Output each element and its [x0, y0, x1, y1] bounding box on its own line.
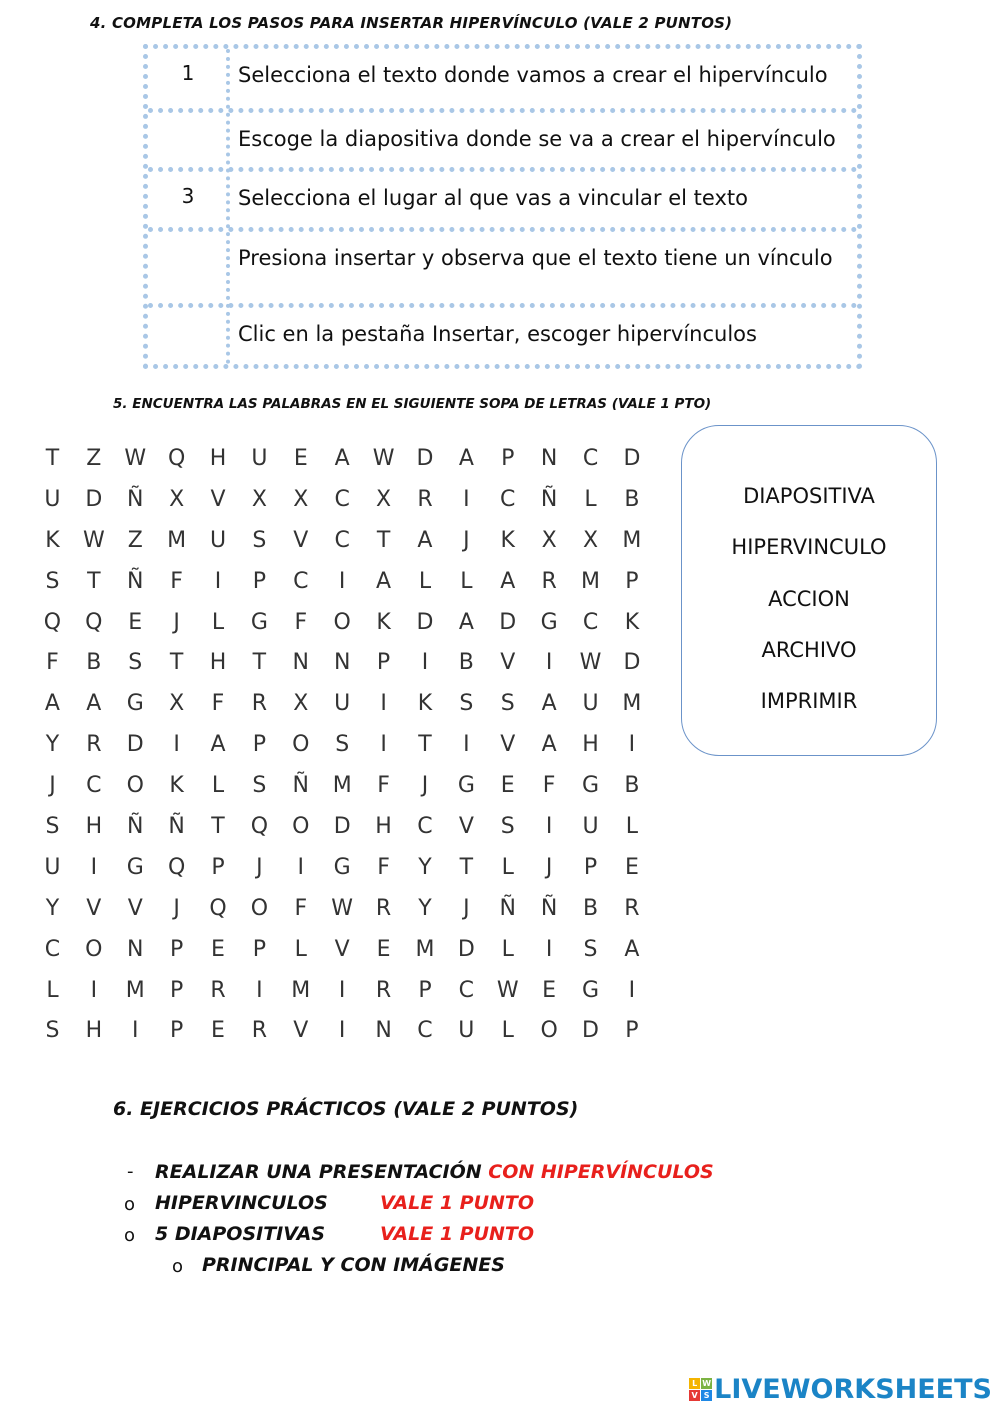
liveworksheets-logo: [689, 1373, 992, 1405]
table-row: [148, 108, 857, 167]
grid-letter[interactable]: H: [209, 445, 227, 471]
grid-letter[interactable]: Ñ: [126, 813, 144, 839]
grid-letter[interactable]: C: [417, 813, 434, 839]
grid-letter[interactable]: T: [252, 650, 267, 676]
grid-letter[interactable]: O: [540, 1018, 559, 1044]
grid-letter[interactable]: T: [211, 813, 226, 839]
word-bank-item: HIPERVINCULO: [731, 535, 887, 559]
word-search-grid[interactable]: [32, 438, 652, 1050]
grid-letter[interactable]: U: [334, 691, 351, 717]
grid-letter[interactable]: E: [211, 1018, 226, 1044]
grid-letter[interactable]: Y: [45, 732, 60, 758]
grid-letter[interactable]: Q: [167, 445, 186, 471]
grid-letter[interactable]: D: [416, 609, 434, 635]
grid-letter[interactable]: J: [49, 773, 57, 799]
grid-letter[interactable]: G: [126, 691, 145, 717]
grid-letter[interactable]: C: [458, 977, 475, 1003]
logo-block: S: [701, 1390, 712, 1401]
grid-letter[interactable]: P: [625, 568, 640, 594]
logo-block: L: [689, 1378, 700, 1389]
word-bank: [681, 425, 937, 756]
grid-letter[interactable]: D: [126, 732, 145, 758]
question-6-title: 6. EJERCICIOS PRÁCTICOS (VALE 2 PUNTOS): [113, 1098, 579, 1120]
grid-letter[interactable]: D: [499, 609, 517, 635]
grid-letter[interactable]: B: [624, 486, 640, 512]
grid-letter[interactable]: J: [463, 895, 471, 921]
grid-letter[interactable]: O: [85, 936, 103, 962]
grid-letter[interactable]: S: [459, 691, 474, 717]
grid-letter[interactable]: W: [82, 527, 106, 553]
step-number-input[interactable]: [148, 113, 228, 167]
grid-letter[interactable]: V: [293, 1018, 309, 1044]
grid-letter[interactable]: Ñ: [499, 895, 517, 921]
grid-letter[interactable]: I: [380, 691, 388, 717]
dash-bullet: -: [127, 1161, 134, 1182]
word-bank-item: ACCION: [768, 587, 850, 611]
grid-letter[interactable]: A: [458, 445, 475, 471]
grid-letter[interactable]: I: [338, 1018, 346, 1044]
grid-letter[interactable]: I: [628, 732, 636, 758]
grid-letter[interactable]: I: [90, 977, 98, 1003]
grid-letter[interactable]: M: [125, 977, 146, 1003]
step-text: Selecciona el lugar al que vas a vincular el texto: [238, 186, 748, 210]
grid-letter[interactable]: M: [581, 568, 601, 594]
grid-letter[interactable]: V: [127, 895, 144, 921]
grid-letter[interactable]: P: [625, 1018, 640, 1044]
question-5-title: 5. ENCUENTRA LAS PALABRAS EN EL SIGUIENTE SOPA DE LETRAS (VALE 1 PTO): [113, 396, 712, 412]
grid-letter[interactable]: A: [210, 732, 227, 758]
grid-letter[interactable]: V: [500, 732, 516, 758]
grid-letter[interactable]: U: [44, 486, 61, 512]
grid-letter[interactable]: S: [335, 732, 350, 758]
grid-letter[interactable]: Q: [209, 895, 228, 921]
grid-letter[interactable]: A: [44, 691, 61, 717]
grid-letter[interactable]: V: [86, 895, 102, 921]
grid-letter[interactable]: N: [292, 650, 310, 676]
grid-letter[interactable]: X: [169, 486, 185, 512]
grid-letter[interactable]: J: [463, 527, 471, 553]
grid-letter[interactable]: D: [85, 486, 103, 512]
grid-letter[interactable]: L: [211, 609, 225, 635]
grid-letter[interactable]: C: [86, 773, 103, 799]
grid-letter[interactable]: F: [377, 854, 391, 880]
grid-letter[interactable]: F: [377, 773, 391, 799]
grid-letter[interactable]: N: [375, 1018, 393, 1044]
grid-letter[interactable]: L: [625, 813, 639, 839]
grid-letter[interactable]: W: [124, 445, 147, 471]
grid-letter[interactable]: E: [624, 854, 640, 880]
grid-letter[interactable]: I: [90, 854, 98, 880]
grid-letter[interactable]: H: [85, 1018, 103, 1044]
grid-letter[interactable]: E: [211, 936, 226, 962]
grid-letter[interactable]: L: [460, 568, 473, 594]
grid-letter[interactable]: G: [250, 609, 269, 635]
steps-table: [143, 44, 862, 369]
grid-letter[interactable]: V: [458, 813, 475, 839]
grid-letter[interactable]: I: [297, 854, 305, 880]
grid-letter[interactable]: W: [496, 977, 520, 1003]
grid-letter[interactable]: F: [46, 650, 60, 676]
grid-letter[interactable]: O: [250, 895, 269, 921]
grid-letter[interactable]: Ñ: [292, 773, 310, 799]
grid-letter[interactable]: Ñ: [126, 486, 144, 512]
grid-letter[interactable]: P: [252, 732, 267, 758]
logo-block: W: [702, 1378, 712, 1388]
step-text: Clic en la pestaña Insertar, escoger hipervínculos: [238, 322, 757, 346]
grid-letter[interactable]: R: [251, 1018, 268, 1044]
grid-letter[interactable]: J: [545, 854, 553, 880]
grid-letter[interactable]: A: [541, 691, 558, 717]
grid-letter[interactable]: M: [291, 977, 311, 1003]
grid-letter[interactable]: A: [334, 445, 351, 471]
grid-letter[interactable]: A: [500, 568, 516, 594]
grid-letter[interactable]: Ñ: [540, 895, 558, 921]
grid-letter[interactable]: N: [333, 650, 351, 676]
grid-letter[interactable]: H: [375, 813, 393, 839]
grid-letter[interactable]: C: [293, 568, 309, 594]
step-number-input[interactable]: [148, 232, 228, 303]
grid-letter[interactable]: F: [294, 895, 308, 921]
table-row: [148, 49, 857, 108]
table-row: [148, 303, 857, 364]
grid-letter[interactable]: A: [458, 609, 475, 635]
grid-letter[interactable]: J: [173, 609, 181, 635]
criteria-value: VALE 1 PUNTO: [380, 1223, 535, 1245]
grid-letter[interactable]: S: [45, 568, 60, 594]
grid-letter[interactable]: S: [128, 650, 143, 676]
grid-letter[interactable]: Z: [127, 527, 144, 553]
grid-letter[interactable]: A: [624, 936, 640, 962]
circle-bullet-icon: o: [124, 1225, 136, 1246]
grid-letter[interactable]: C: [500, 486, 516, 512]
grid-letter[interactable]: F: [294, 609, 308, 635]
grid-letter[interactable]: R: [210, 977, 227, 1003]
grid-letter[interactable]: Q: [167, 854, 186, 880]
grid-letter[interactable]: S: [252, 773, 267, 799]
circle-bullet-icon: o: [124, 1194, 136, 1215]
question-4-title: 4. COMPLETA LOS PASOS PARA INSERTAR HIPERVÍNCULO (VALE 2 PUNTOS): [90, 14, 733, 32]
grid-letter[interactable]: H: [209, 650, 227, 676]
grid-letter[interactable]: Ñ: [126, 568, 144, 594]
grid-letter[interactable]: D: [582, 1018, 600, 1044]
grid-letter[interactable]: O: [292, 732, 310, 758]
grid-letter[interactable]: K: [500, 527, 516, 553]
grid-letter[interactable]: P: [169, 1018, 184, 1044]
grid-letter[interactable]: U: [458, 1018, 475, 1044]
grid-letter[interactable]: W: [331, 895, 354, 921]
grid-letter[interactable]: U: [251, 445, 268, 471]
grid-letter[interactable]: L: [211, 773, 225, 799]
grid-letter[interactable]: I: [545, 813, 553, 839]
grid-letter[interactable]: T: [45, 445, 60, 471]
grid-letter[interactable]: D: [623, 445, 641, 471]
grid-letter[interactable]: R: [375, 977, 392, 1003]
grid-letter[interactable]: A: [541, 732, 558, 758]
grid-letter[interactable]: P: [169, 936, 184, 962]
grid-letter[interactable]: N: [126, 936, 144, 962]
instruction-highlight: CON HIPERVÍNCULOS: [488, 1161, 714, 1183]
grid-letter[interactable]: K: [624, 609, 640, 635]
grid-letter[interactable]: B: [624, 773, 640, 799]
grid-letter[interactable]: K: [417, 691, 433, 717]
grid-letter[interactable]: P: [169, 977, 184, 1003]
grid-letter[interactable]: L: [501, 854, 515, 880]
grid-letter[interactable]: I: [463, 732, 471, 758]
grid-letter[interactable]: M: [622, 527, 642, 553]
grid-letter[interactable]: I: [421, 650, 429, 676]
grid-letter[interactable]: G: [581, 773, 600, 799]
grid-letter[interactable]: C: [334, 486, 351, 512]
grid-letter[interactable]: G: [126, 854, 145, 880]
grid-letter[interactable]: L: [501, 1018, 515, 1044]
grid-letter[interactable]: H: [582, 732, 600, 758]
grid-letter[interactable]: O: [292, 813, 310, 839]
table-row: [148, 227, 857, 303]
grid-letter[interactable]: J: [256, 854, 264, 880]
grid-letter[interactable]: S: [500, 691, 516, 717]
grid-letter[interactable]: S: [583, 936, 598, 962]
grid-letter[interactable]: X: [541, 527, 558, 553]
grid-letter[interactable]: A: [417, 527, 433, 553]
grid-letter[interactable]: A: [86, 691, 102, 717]
grid-letter[interactable]: I: [380, 732, 388, 758]
grid-letter[interactable]: C: [334, 527, 351, 553]
grid-letter[interactable]: K: [169, 773, 185, 799]
grid-letter[interactable]: M: [332, 773, 353, 799]
grid-letter[interactable]: R: [375, 895, 392, 921]
grid-letter[interactable]: I: [545, 650, 553, 676]
grid-letter[interactable]: C: [44, 936, 61, 962]
grid-letter[interactable]: G: [457, 773, 476, 799]
table-row: [148, 167, 857, 227]
grid-letter[interactable]: T: [169, 650, 184, 676]
grid-letter[interactable]: P: [583, 854, 598, 880]
grid-letter[interactable]: Y: [418, 854, 433, 880]
grid-letter[interactable]: I: [338, 568, 346, 594]
grid-letter[interactable]: U: [44, 854, 61, 880]
grid-letter[interactable]: V: [210, 486, 227, 512]
grid-letter[interactable]: J: [173, 895, 181, 921]
grid-letter[interactable]: R: [86, 732, 102, 758]
grid-letter[interactable]: W: [579, 650, 602, 676]
grid-letter[interactable]: E: [376, 936, 392, 962]
logo-blocks-icon: [689, 1378, 712, 1401]
sub-criteria-label: PRINCIPAL Y CON IMÁGENES: [202, 1254, 505, 1276]
word-bank-item: DIAPOSITIVA: [743, 484, 875, 508]
grid-letter[interactable]: I: [256, 977, 264, 1003]
grid-letter[interactable]: E: [128, 609, 143, 635]
grid-letter[interactable]: I: [214, 568, 222, 594]
grid-letter[interactable]: I: [338, 977, 346, 1003]
grid-letter[interactable]: D: [416, 445, 434, 471]
grid-letter[interactable]: G: [333, 854, 352, 880]
grid-letter[interactable]: D: [457, 936, 476, 962]
step-number-input[interactable]: [148, 308, 228, 364]
grid-letter[interactable]: P: [376, 650, 391, 676]
step-text: Selecciona el texto donde vamos a crear el hipervínculo: [238, 63, 828, 87]
grid-letter[interactable]: S: [500, 813, 516, 839]
grid-letter[interactable]: W: [372, 445, 395, 471]
grid-letter[interactable]: K: [45, 527, 61, 553]
grid-letter[interactable]: S: [45, 1018, 60, 1044]
grid-letter[interactable]: R: [417, 486, 434, 512]
grid-letter[interactable]: O: [126, 773, 145, 799]
grid-letter[interactable]: U: [209, 527, 227, 553]
circle-bullet-icon: o: [172, 1256, 184, 1277]
criteria-label: 5 DIAPOSITIVAS: [155, 1223, 326, 1245]
step-number-input[interactable]: 3: [181, 184, 195, 208]
grid-letter[interactable]: I: [628, 977, 636, 1003]
grid-letter[interactable]: M: [622, 691, 642, 717]
grid-letter[interactable]: L: [294, 936, 308, 962]
grid-letter[interactable]: Ñ: [540, 486, 558, 512]
grid-letter[interactable]: I: [173, 732, 181, 758]
grid-letter[interactable]: T: [376, 527, 391, 553]
grid-letter[interactable]: E: [500, 773, 516, 799]
grid-letter[interactable]: Z: [86, 445, 102, 471]
logo-text: LIVEWORKSHEETS: [714, 1373, 992, 1405]
grid-letter[interactable]: P: [418, 977, 433, 1003]
grid-letter[interactable]: E: [293, 445, 309, 471]
grid-letter[interactable]: C: [417, 1018, 434, 1044]
grid-letter[interactable]: P: [501, 445, 515, 471]
grid-letter[interactable]: L: [46, 977, 60, 1003]
grid-letter[interactable]: T: [87, 568, 102, 594]
grid-letter[interactable]: X: [293, 691, 309, 717]
grid-letter[interactable]: X: [169, 691, 185, 717]
grid-letter[interactable]: S: [252, 527, 267, 553]
grid-letter[interactable]: F: [211, 691, 225, 717]
grid-letter[interactable]: I: [545, 936, 553, 962]
grid-letter[interactable]: T: [418, 732, 433, 758]
grid-letter[interactable]: V: [334, 936, 351, 962]
grid-letter[interactable]: M: [167, 527, 187, 553]
word-bank-item: IMPRIMIR: [760, 689, 858, 713]
step-text: Escoge la diapositiva donde se va a crear el hipervínculo: [238, 127, 836, 151]
grid-letter[interactable]: B: [458, 650, 475, 676]
grid-letter[interactable]: D: [333, 813, 352, 839]
grid-letter[interactable]: P: [252, 568, 267, 594]
grid-letter[interactable]: B: [86, 650, 102, 676]
grid-letter[interactable]: G: [540, 609, 559, 635]
instruction-text: REALIZAR UNA PRESENTACIÓN: [155, 1161, 489, 1183]
logo-block: V: [689, 1390, 700, 1401]
grid-letter[interactable]: X: [376, 486, 392, 512]
grid-letter[interactable]: M: [415, 936, 435, 962]
grid-letter[interactable]: N: [540, 445, 558, 471]
grid-letter[interactable]: K: [376, 609, 392, 635]
grid-letter[interactable]: S: [45, 813, 60, 839]
grid-letter[interactable]: Q: [250, 813, 269, 839]
grid-letter[interactable]: X: [582, 527, 599, 553]
grid-letter[interactable]: C: [582, 445, 599, 471]
grid-letter[interactable]: O: [333, 609, 352, 635]
exercise-instruction: [155, 1161, 714, 1183]
grid-letter[interactable]: Q: [85, 609, 103, 635]
grid-letter[interactable]: C: [582, 609, 599, 635]
grid-letter[interactable]: I: [463, 486, 471, 512]
grid-letter[interactable]: V: [293, 527, 309, 553]
word-bank-item: ARCHIVO: [761, 638, 857, 662]
grid-letter[interactable]: U: [582, 691, 600, 717]
grid-letter[interactable]: X: [251, 486, 268, 512]
step-number-input[interactable]: 1: [181, 61, 195, 85]
grid-letter[interactable]: H: [85, 813, 103, 839]
grid-letter[interactable]: R: [624, 895, 641, 921]
grid-letter[interactable]: U: [582, 813, 600, 839]
grid-letter[interactable]: J: [421, 773, 429, 799]
criteria-label: HIPERVINCULOS: [155, 1192, 328, 1214]
grid-letter[interactable]: G: [581, 977, 600, 1003]
criteria-value: VALE 1 PUNTO: [380, 1192, 535, 1214]
grid-letter[interactable]: Y: [45, 895, 60, 921]
grid-letter[interactable]: P: [211, 854, 226, 880]
grid-letter[interactable]: L: [501, 936, 515, 962]
grid-letter[interactable]: Y: [418, 895, 433, 921]
grid-letter[interactable]: X: [293, 486, 309, 512]
grid-letter[interactable]: I: [131, 1018, 139, 1044]
grid-letter[interactable]: A: [376, 568, 392, 594]
step-text: Presiona insertar y observa que el texto tiene un vínculo: [238, 246, 833, 270]
grid-letter[interactable]: R: [251, 691, 268, 717]
grid-letter[interactable]: F: [542, 773, 556, 799]
grid-letter[interactable]: T: [459, 854, 474, 880]
grid-letter[interactable]: L: [418, 568, 432, 594]
grid-letter[interactable]: D: [623, 650, 641, 676]
grid-letter[interactable]: V: [500, 650, 516, 676]
grid-letter[interactable]: F: [170, 568, 184, 594]
grid-letter[interactable]: Q: [43, 609, 62, 635]
grid-letter[interactable]: E: [542, 977, 557, 1003]
grid-letter[interactable]: B: [582, 895, 599, 921]
grid-letter[interactable]: R: [541, 568, 558, 594]
grid-letter[interactable]: Ñ: [168, 813, 186, 839]
grid-letter[interactable]: L: [584, 486, 598, 512]
grid-letter[interactable]: P: [252, 936, 267, 962]
